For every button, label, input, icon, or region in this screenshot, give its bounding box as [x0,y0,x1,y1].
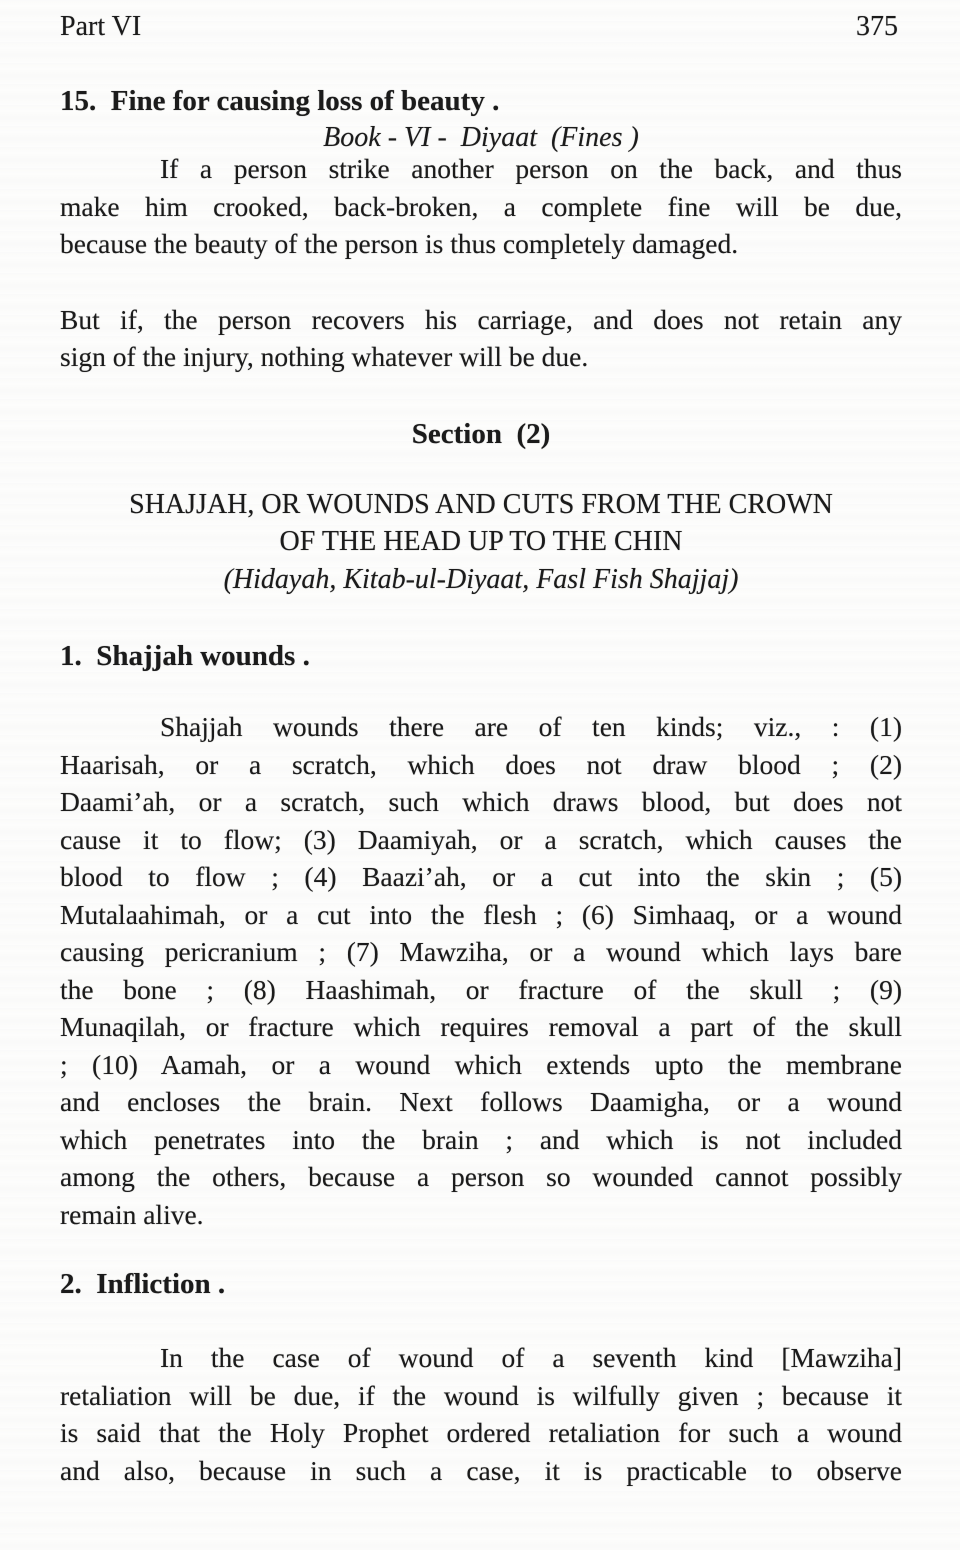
text-line: remain alive. [60,1198,204,1230]
part-label: Part VI [60,11,142,42]
text-line: But if, the person recovers his carriage, and does not retain any [60,303,902,335]
section-2-citation: (Hidayah, Kitab-ul-Diyaat, Fasl Fish Shajjaj) [223,563,739,595]
section-2-title-block [60,486,902,599]
section-2-title-line-1: SHAJJAH, OR WOUNDS AND CUTS FROM THE CROWN [129,488,833,520]
text-line: and also, because in such a case, it is practicable to observe [60,1454,902,1486]
heading-fine-loss-of-beauty: 15. Fine for causing loss of beauty . [60,85,500,117]
text-line: which penetrates into the brain ; and which is not included [60,1123,902,1155]
text-line: the bone ; (8) Haashimah, or fracture of the skull ; (9) [60,973,902,1005]
text-line: among the others, because a person so wounded cannot possibly [60,1161,902,1192]
text-line: Shajjah wounds there are of ten kinds; viz., : (1) [160,711,902,742]
heading-infliction: 2. Infliction . [60,1268,226,1300]
text-line: If a person strike another person on the back, and thus [160,153,902,184]
text-line: sign of the injury, nothing whatever will be due. [60,341,589,372]
text-line: make him crooked, back-broken, a complete fine will be due, [60,190,902,222]
text-line: cause it to flow; (3) Daamiyah, or a scratch, which causes the [60,823,902,855]
text-line: blood to flow ; (4) Baazi’ah, or a cut into the skin ; (5) [60,861,902,892]
text-line: and encloses the brain. Next follows Daamigha, or a wound [60,1086,902,1117]
paragraph-recovery [60,301,902,376]
paragraph-infliction [60,1339,902,1489]
book-title: Book - VI - Diyaat (Fines ) [323,122,639,153]
text-line: In the case of wound of a seventh kind [Mawziha] [160,1342,902,1373]
text-line: Haarisah, or a scratch, which does not draw blood ; (2) [60,748,902,780]
text-line: retaliation will be due, if the wound is wilfully given ; because it [60,1379,902,1411]
text-line: because the beauty of the person is thus completely damaged. [60,228,739,259]
text-line: causing pericranium ; (7) Mawziha, or a wound which lays bare [60,936,902,967]
section-2-heading: Section (2) [411,417,551,450]
page-number: 375 [856,11,898,42]
section-2-title-line-2: OF THE HEAD UP TO THE CHIN [279,526,683,557]
heading-shajjah-wounds: 1. Shajjah wounds . [60,640,310,672]
text-line: Daami’ah, or a scratch, such which draws blood, but does not [60,786,902,817]
text-line: is said that the Holy Prophet ordered retaliation for such a wound [60,1417,902,1448]
text-line: Mutalaahimah, or a cut into the flesh ; (6) Simhaaq, or a wound [60,898,902,930]
paragraph-shajjah-kinds [60,708,902,1233]
text-line: ; (10) Aamah, or a wound which extends upto the membrane [60,1048,902,1080]
text-line: Munaqilah, or fracture which requires removal a part of the skull [60,1011,902,1042]
